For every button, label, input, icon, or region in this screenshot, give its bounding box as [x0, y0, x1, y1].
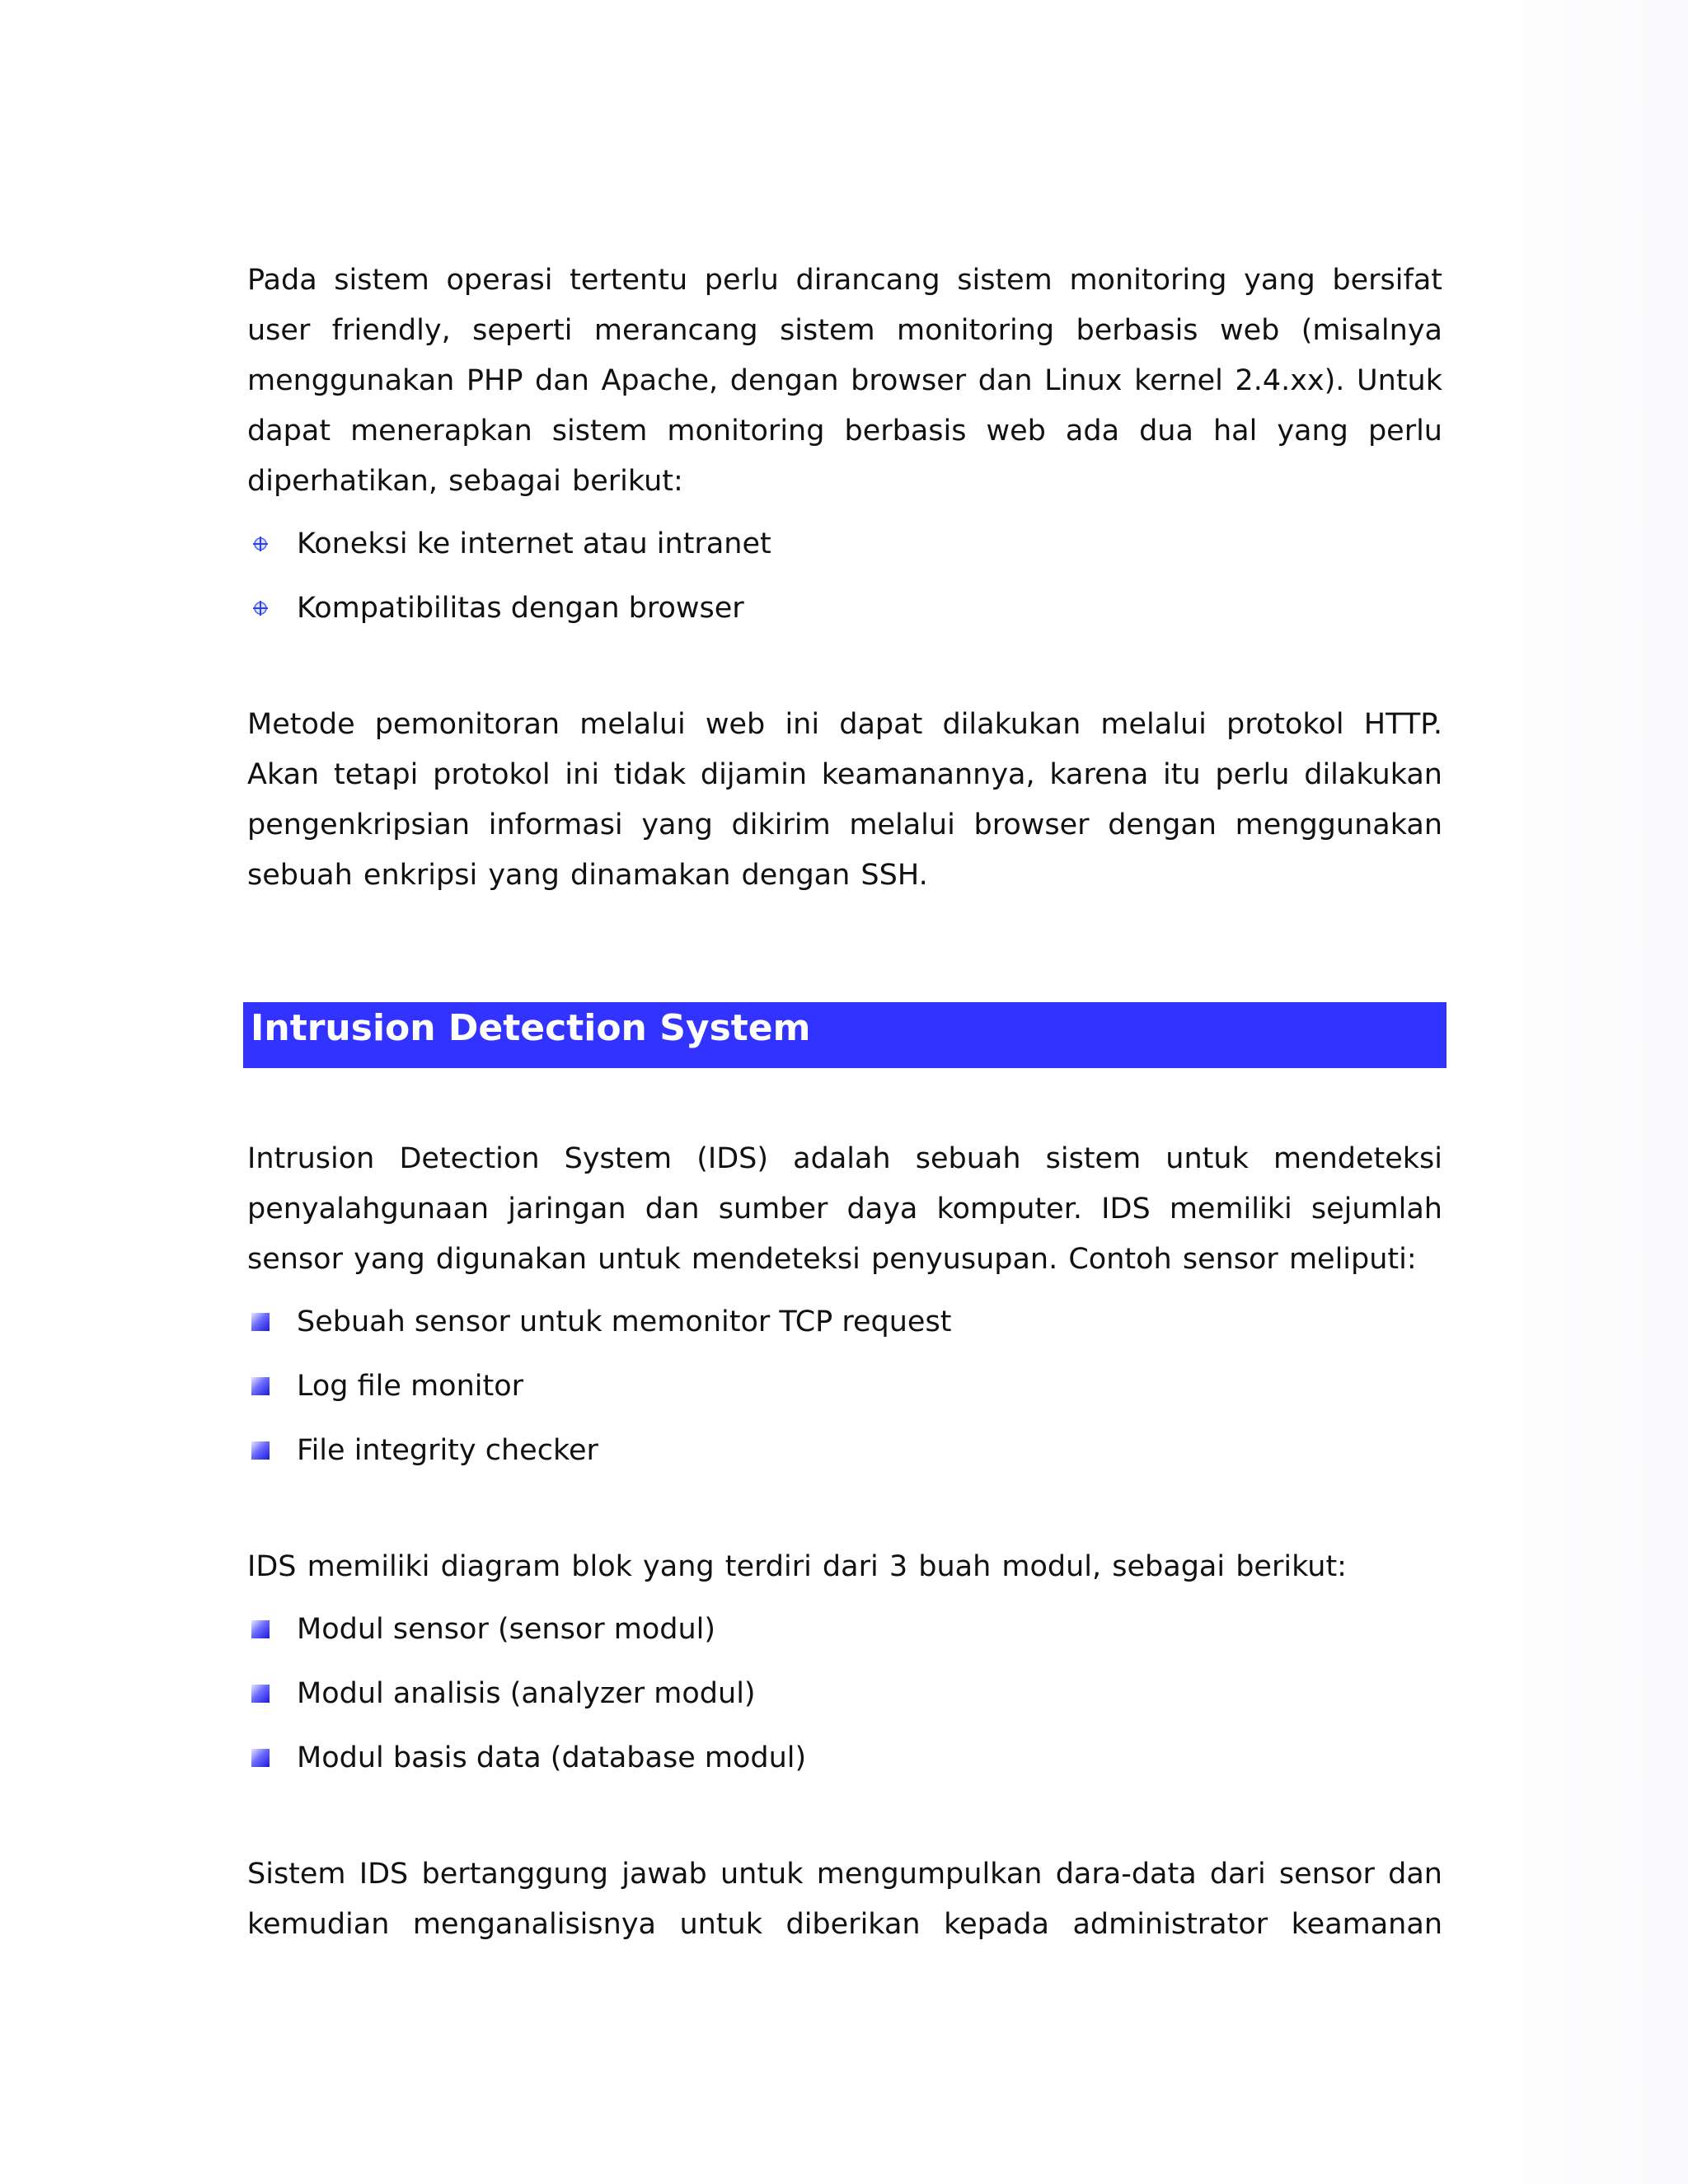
section-heading: Intrusion Detection System — [243, 1002, 1447, 1068]
list-item — [247, 1354, 1442, 1418]
list-item-text: Log file monitor — [297, 1370, 524, 1403]
square-bullet-icon — [251, 1377, 270, 1395]
list-item-text: Modul sensor (sensor modul) — [297, 1613, 716, 1646]
square-bullet-icon — [251, 1441, 270, 1460]
list-item-text: Modul analisis (analyzer modul) — [297, 1677, 756, 1710]
square-bullet-icon — [251, 1313, 270, 1331]
list-item — [247, 1597, 1442, 1661]
list-item-text: Sebuah sensor untuk memonitor TCP request — [297, 1305, 952, 1338]
list-item-text: Koneksi ke internet atau intranet — [297, 527, 771, 560]
list-item-text: File integrity checker — [297, 1434, 598, 1467]
square-bullet-icon — [251, 1620, 270, 1638]
ids-system-paragraph: Sistem IDS bertanggung jawab untuk mengumpulkan dara-data dari sensor dan kemudian menganalisisnya untuk diberikan kepada administrator keamanan — [247, 1858, 1442, 1941]
list-item-text: Kompatibilitas dengan browser — [297, 592, 744, 625]
modules-list — [247, 1597, 1442, 1790]
sensors-list — [247, 1290, 1442, 1483]
list-item — [247, 512, 1442, 576]
method-paragraph: Metode pemonitoran melalui web ini dapat dilakukan melalui protokol HTTP. Akan tetapi protokol ini tidak dijamin keamanannya, karena itu perlu dilakukan pengenkripsian informasi yang dikirim melalui browser dengan menggunakan sebuah enkripsi yang dinamakan dengan SSH. — [247, 708, 1442, 892]
list-item — [247, 1726, 1442, 1790]
square-bullet-icon — [251, 1749, 270, 1767]
list-item — [247, 576, 1442, 640]
list-item — [247, 1290, 1442, 1354]
ids-intro-paragraph: Intrusion Detection System (IDS) adalah sebuah sistem untuk mendeteksi penyalahgunaan jaringan dan sumber daya komputer. IDS memiliki sejumlah sensor yang digunakan untuk mendeteksi penyusupan. Contoh sensor meliputi: — [247, 1142, 1442, 1276]
document-content — [247, 255, 1442, 1950]
cross-bullet-icon — [247, 600, 297, 616]
list-item — [247, 1418, 1442, 1483]
requirements-list — [247, 512, 1442, 640]
square-bullet-icon — [251, 1685, 270, 1703]
cross-bullet-icon — [247, 536, 297, 552]
list-item-text: Modul basis data (database modul) — [297, 1741, 807, 1774]
list-item — [247, 1661, 1442, 1726]
ids-modules-paragraph: IDS memiliki diagram blok yang terdiri dari 3 buah modul, sebagai berikut: — [247, 1550, 1347, 1583]
intro-paragraph: Pada sistem operasi tertentu perlu dirancang sistem monitoring yang bersifat user friendly, seperti merancang sistem monitoring berbasis web (misalnya menggunakan PHP dan Apache, dengan browser dan Linux kernel 2.4.xx). Untuk dapat menerapkan sistem monitoring berbasis web ada dua hal yang perlu diperhatikan, sebagai berikut: — [247, 264, 1442, 498]
